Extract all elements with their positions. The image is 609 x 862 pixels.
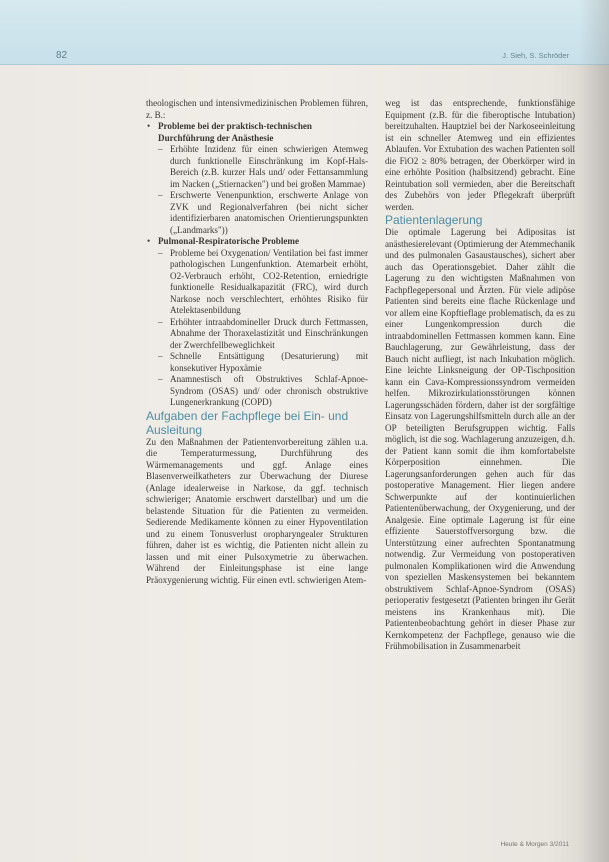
- list-item: – Erhöhte Inzidenz für einen schwierigen Atemweg durch funktionelle Einschränkung im Kopf-Hals-Bereich (z.B. kurzer Hals und/ oder Fettansammlung im Nacken („Stiernacken") und bei großen Mammae): [158, 144, 368, 190]
- section-heading-fachpflege: Aufgaben der Fachpflege bei Ein- und Ausleitung: [146, 408, 349, 437]
- list-item: – Erhöhter intraabdomineller Druck durch Fettmassen, Abnahme der Thoraxelastizität und Einschränkungen der Zwerchfellbeweglichkeit: [158, 317, 368, 352]
- footer-note: Heute & Morgen 3/2011: [500, 841, 569, 848]
- intro-paragraph: theologischen und intensivmedizinischen Problemen führen, z. B.:: [146, 98, 368, 120]
- page-number: 82: [56, 50, 68, 61]
- section-heading-lagerung: Patientenlagerung: [385, 213, 483, 227]
- list-item: – Anamnestisch oft Obstruktives Schlaf-Apnoe-Syndrom (OSAS) und/ oder chronisch obstruktive Lungenerkrankung (COPD): [158, 374, 368, 409]
- bullet-respiratory: [146, 236, 368, 409]
- list-item: – Erschwerte Venenpunktion, erschwerte Anlage von ZVK und Regionalverfahren (bei nicht sicher identifizierbaren anatomischen Orientierungspunkten („Landmarks")): [158, 190, 368, 236]
- list-item: – Probleme bei Oxygenation/ Ventilation bei fast immer pathologischen Lungenfunktion. Atemarbeit erhöht, O2-Verbrauch erhöht, CO2-Retention, erniedrigte funktionelle Residualkapazität (FRC), wird durch Narkose noch verschlechtert, erhöhtes Risiko für Atelektasenbildung: [158, 248, 368, 317]
- right-column: [385, 98, 575, 653]
- problem-list: [146, 121, 368, 409]
- bullet-heading: • Probleme bei der praktisch-technischen Durchführung der Anästhesie: [158, 121, 312, 143]
- body-paragraph: Zu den Maßnahmen der Patientenvorbereitung zählen u.a. die Temperaturmessung, Durchführung des Wärmemanagements und ggf. Anlage eines Blasenverweilkatheters zur Überwachung der Diurese (Anlage idealerweise in Narkose, da ggf. technisch schwieriger; Anatomie erschwert darstellbar) und um die belastende Situation für die Patienten zu vermeiden. Sedierende Medikamente können zu einer Hypoventilation und zu einem Tonusverlust oropharyngealer Strukturen führen, daher ist es wichtig, die Patienten nicht allein zu lassen und mit einer Pulsoxymetrie zu überwachen. Während der Einleitungsphase ist eine lange Präoxygenierung wichtig. Für einen evtl. schwierigen Atem-: [146, 436, 368, 585]
- running-head: J. Sieh, S. Schröder: [502, 51, 569, 60]
- body-paragraph: weg ist das entsprechende, funktionsfähige Equipment (z.B. für die fiberoptische Intubation) bereitzuhalten. Hauptziel bei der Narkoseeinleitung ist ein schneller Atemweg und ein effizientes Ablaufen. Vor Extubation des wachen Patienten soll die FiO2 ≥ 80% betragen, der Oberkörper wird in eine erhöhte Position (halbsitzend) gebracht. Eine Reintubation soll vermieden, aber die Bereitschaft des Zubehörs von jeder Pflegekraft überprüft werden.: [385, 98, 575, 212]
- bullet-technical: [146, 121, 368, 236]
- page-edge-shadow: [579, 0, 609, 862]
- bullet-heading: • Pulmonal-Respiratorische Probleme: [158, 236, 300, 246]
- list-item: – Schnelle Entsättigung (Desaturierung) mit konsekutiver Hypoxämie: [158, 351, 368, 374]
- body-paragraph: Die optimale Lagerung bei Adipositas ist anästhesierelevant (Optimierung der Atemmechanik und des pulmonalen Gasaustausches), sichert aber auch das Operationsgebiet. Daher zählt die Lagerung zu den wichtigsten Maßnahmen von Fachpflegepersonal und Ärzten. Für viele adipöse Patienten sind bereits eine flache Rückenlage und vor allem eine Kopftieflage problematisch, da es zu einer Lungenkompression durch die intraabdominellen Fettmassen kommen kann. Eine Bauchlagerung, zur Gewährleistung, dass der Bauch nicht aufliegt, ist nach Inkubation möglich. Eine leichte Linksneigung der OP-Tischposition kann ein Cava-Kompressionssyndrom vermeiden helfen. Mikrozirkulationsstörungen können Lagerungsschäden fördern, daher ist der sorgfältige Einsatz von Lagerungshilfsmitteln durch alle an der OP beteiligten Berufsgruppen wichtig. Falls möglich, ist die sog. Wachlagerung anzuzeigen, d.h. der Patient kann somit die ihm komfortabelste Körperposition einnehmen. Die Lagerungsanforderungen gehen auch für das postoperative Management. Hier liegen andere Schwerpunkte auf der kontinuierlichen Patientenüberwachung, der Oxygenierung, und der Analgesie. Eine optimale Lagerung ist für eine effiziente Sauerstoffversorgung bzw. die Unterstützung einer aufrechten Spontanatmung notwendig. Zur Vermeidung von postoperativen pulmonalen Komplikationen wird die Anwendung von speziellen Maskensystemen bei bekanntem obstruktivem Schlaf-Apnoe-Syndrom (OSAS) perioperativ festgesetzt (Patienten bringen ihr Gerät meistens ins Krankenhaus mit). Die Patientenbeobachtung gehört in dieser Phase zur Kernkompetenz der Fachpflege, genauso wie die Frühmobilisation in Zusammenarbeit: [385, 227, 575, 651]
- left-column: [146, 98, 368, 586]
